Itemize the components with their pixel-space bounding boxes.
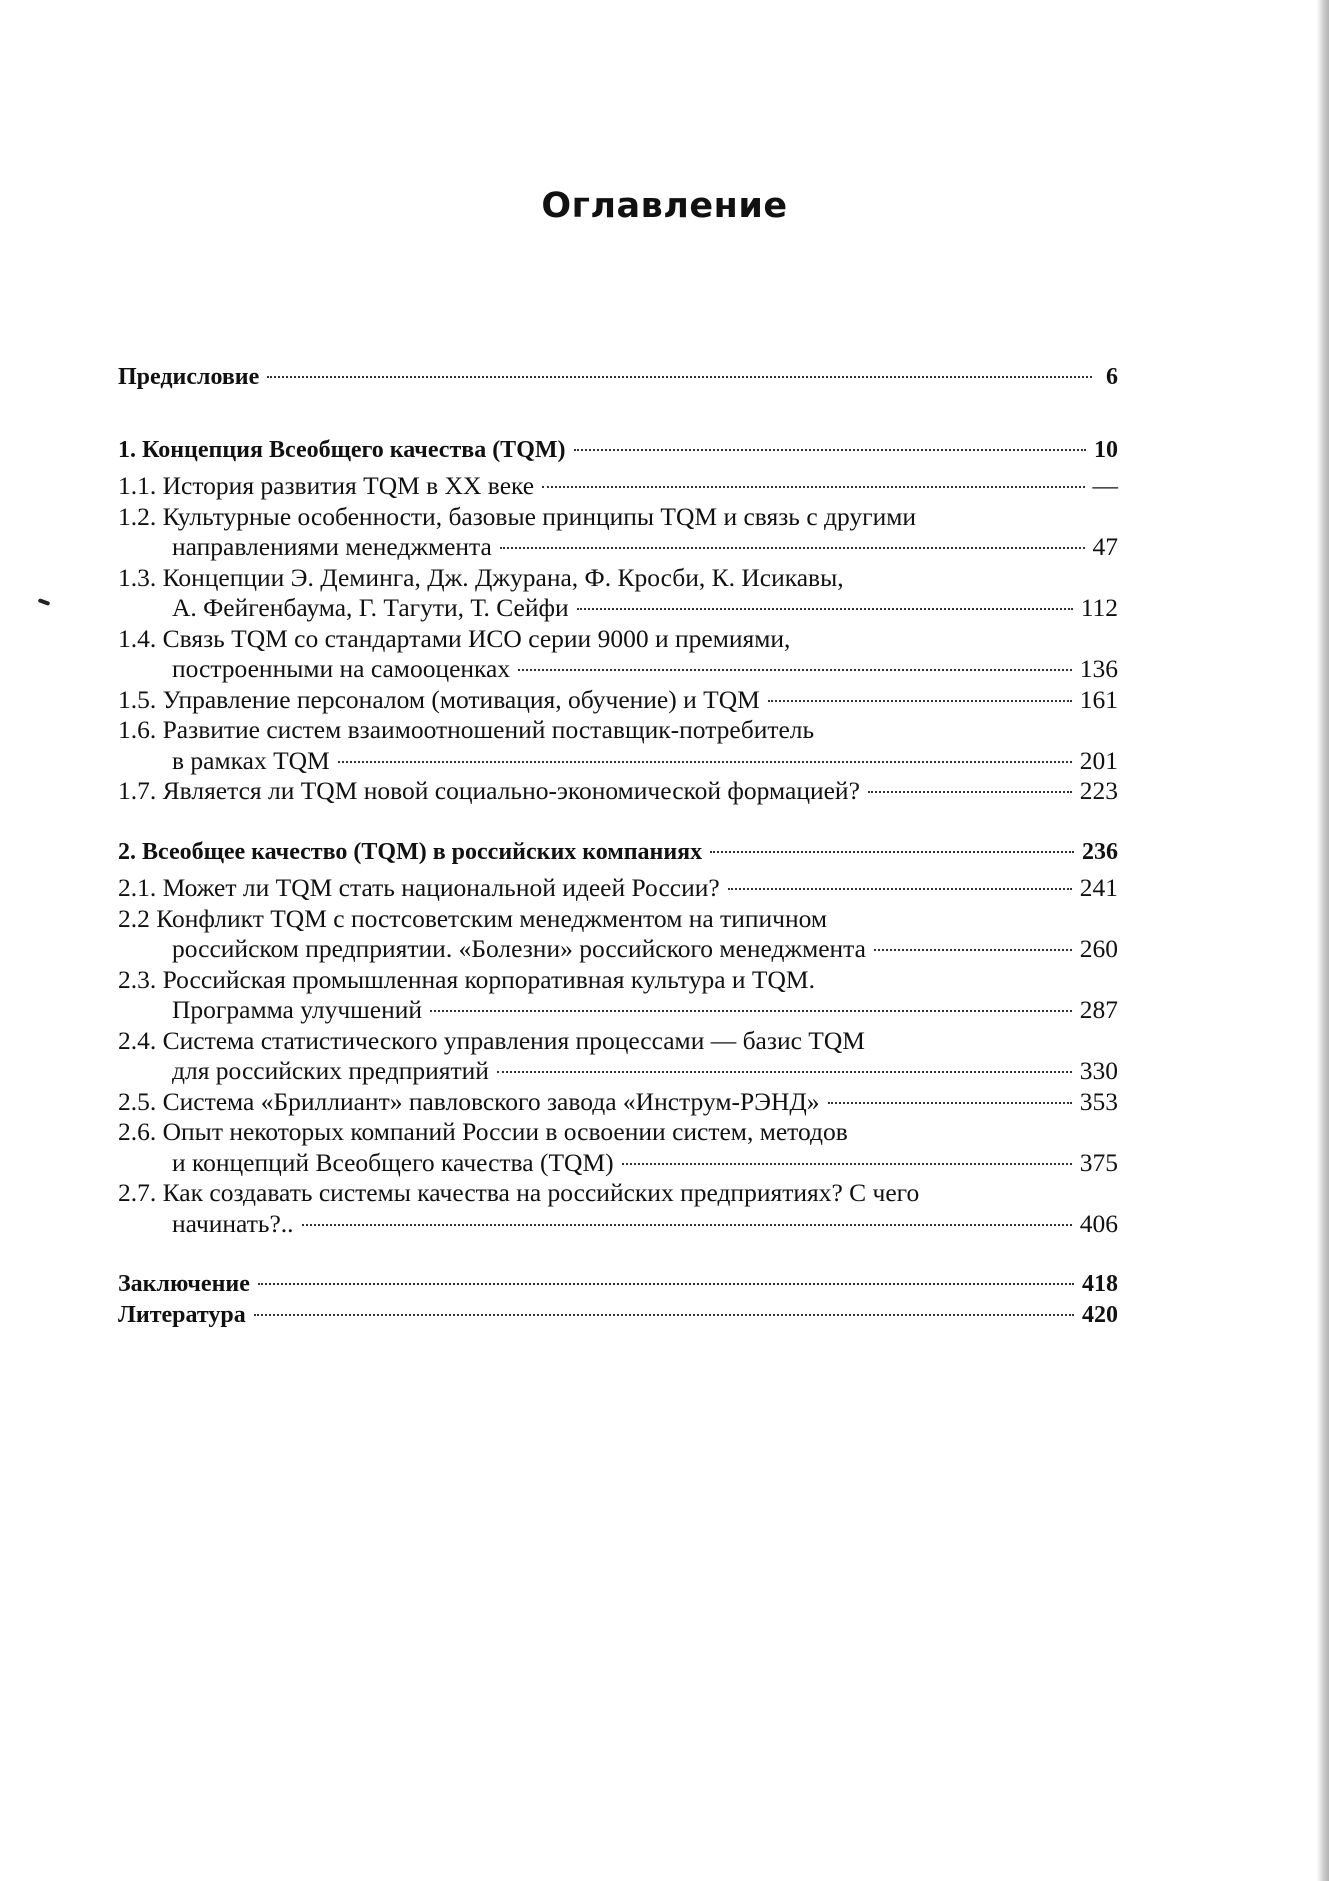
toc-entry-label: Предисловие <box>118 364 260 390</box>
toc-entry-1-2-cont[interactable] <box>118 532 1118 563</box>
toc-entry-label: 2.5. Система «Бриллиант» павловского завода «Инструм-РЭНД» <box>118 1086 820 1116</box>
toc-entry-label: 1.3. Концепции Э. Деминга, Дж. Джурана, Ф. Кросби, К. Исикавы, <box>118 562 844 592</box>
toc-entry-1-6-cont[interactable] <box>118 746 1118 777</box>
dot-leader <box>728 888 1072 890</box>
toc-page-number: 353 <box>1079 1086 1118 1116</box>
toc-entry-1-4[interactable] <box>118 624 1118 655</box>
toc-entry-1-1[interactable] <box>118 471 1118 502</box>
toc-entry-2-3-cont[interactable] <box>118 995 1118 1026</box>
toc-entry-label: 2.6. Опыт некоторых компаний России в освоении систем, методов <box>118 1117 848 1146</box>
toc-entry-label: в рамках TQM <box>172 745 330 775</box>
toc-entry-label: 2.7. Как создавать системы качества на российских предприятиях? С чего <box>118 1178 920 1207</box>
toc-entry-label: 2.2 Конфликт TQM с постсоветским менеджментом на типичном <box>118 903 828 933</box>
scan-mark <box>38 598 51 606</box>
dot-leader <box>874 949 1072 951</box>
toc-entry-label: Программа улучшений <box>172 995 423 1024</box>
toc-entry-label: 2.1. Может ли TQM стать национальной идеей России? <box>118 873 720 902</box>
toc-page-number: 136 <box>1079 654 1118 683</box>
toc-entry-2-2-cont[interactable] <box>118 934 1118 965</box>
dot-leader <box>497 1071 1072 1073</box>
toc-entry-1-4-cont[interactable] <box>118 654 1118 685</box>
toc-entry-1-3-cont[interactable] <box>118 593 1118 624</box>
toc-entry-1-5[interactable] <box>118 685 1118 716</box>
dot-leader <box>710 851 1074 853</box>
toc-entry-label: 1.1. История развития TQM в XX веке <box>118 471 535 500</box>
toc-page-number: — <box>1092 471 1118 500</box>
dot-leader <box>518 669 1072 671</box>
toc-entry-2-7[interactable] <box>118 1178 1118 1209</box>
toc-entry-label: Литература <box>118 1301 246 1328</box>
toc-entry-2-6[interactable] <box>118 1117 1118 1148</box>
toc-entry-1-6[interactable] <box>118 715 1118 746</box>
page-title: Оглавление <box>541 186 788 226</box>
toc-page-number: 330 <box>1079 1056 1118 1085</box>
dot-leader <box>574 449 1086 451</box>
dot-leader <box>500 547 1085 549</box>
toc-entry-label: Заключение <box>118 1271 250 1297</box>
toc-entry-label: 1.7. Является ли TQM новой социально-экономической формацией? <box>118 776 860 805</box>
toc-page-number: 10 <box>1094 436 1118 463</box>
toc-entry-2-2[interactable] <box>118 904 1118 935</box>
toc-page-number: 241 <box>1079 873 1118 902</box>
toc-entry-preface[interactable] <box>118 362 1118 393</box>
dot-leader <box>258 1283 1074 1285</box>
toc-entry-label: направлениями менеджмента <box>172 532 492 561</box>
toc-entry-label: 2. Всеобщее качество (TQM) в российских компаниях <box>118 838 703 865</box>
toc-entry-2-1[interactable] <box>118 873 1118 904</box>
dot-leader <box>768 700 1072 702</box>
toc-entry-label: 2.3. Российская промышленная корпоративная культура и TQM. <box>118 964 815 994</box>
table-of-contents <box>118 362 1118 1330</box>
dot-leader <box>622 1163 1072 1165</box>
toc-entry-chapter-2[interactable] <box>118 837 1118 868</box>
toc-page-number: 418 <box>1082 1271 1118 1297</box>
toc-page-number: 201 <box>1079 745 1118 775</box>
toc-page-number: 260 <box>1079 934 1118 963</box>
book-spine-shadow <box>1317 0 1329 1881</box>
dot-leader <box>430 1010 1072 1012</box>
toc-entry-1-2[interactable] <box>118 502 1118 533</box>
toc-entry-label: российском предприятии. «Болезни» российского менеджмента <box>172 934 866 963</box>
toc-entry-chapter-1[interactable] <box>118 435 1118 466</box>
toc-entry-2-3[interactable] <box>118 965 1118 996</box>
toc-entry-label: начинать?.. <box>172 1208 294 1238</box>
toc-page-number: 47 <box>1092 532 1118 561</box>
toc-entry-label: 1.5. Управление персоналом (мотивация, обучение) и TQM <box>118 684 760 714</box>
toc-entry-literature[interactable] <box>118 1300 1118 1331</box>
toc-entry-label: 1.4. Связь TQM со стандартами ИСО серии 9000 и премиями, <box>118 623 791 653</box>
toc-page-number: 375 <box>1079 1147 1118 1177</box>
toc-entry-2-4-cont[interactable] <box>118 1056 1118 1087</box>
dot-leader <box>267 376 1092 378</box>
toc-page-number: 420 <box>1082 1301 1118 1328</box>
toc-entry-label: 2.4. Система статистического управления процессами — базис TQM <box>118 1025 865 1055</box>
toc-page-number: 406 <box>1079 1208 1118 1238</box>
toc-entry-label: А. Фейгенбаума, Г. Тагути, Т. Сейфи <box>172 593 569 622</box>
toc-entry-label: и концепций Всеобщего качества (TQM) <box>172 1147 614 1177</box>
toc-entry-2-6-cont[interactable] <box>118 1148 1118 1179</box>
toc-page-number: 161 <box>1079 684 1118 714</box>
toc-entry-1-7[interactable] <box>118 776 1118 807</box>
toc-entry-1-3[interactable] <box>118 563 1118 594</box>
toc-page-number: 6 <box>1106 364 1118 390</box>
dot-leader <box>302 1224 1072 1226</box>
dot-leader <box>828 1102 1072 1104</box>
toc-entry-label: 1. Концепция Всеобщего качества (TQM) <box>118 436 566 463</box>
dot-leader <box>542 486 1084 488</box>
toc-entry-label: для российских предприятий <box>172 1056 489 1085</box>
dot-leader <box>577 608 1073 610</box>
toc-entry-2-4[interactable] <box>118 1026 1118 1057</box>
toc-entry-label: 1.2. Культурные особенности, базовые принципы TQM и связь с другими <box>118 501 917 531</box>
toc-entry-label: 1.6. Развитие систем взаимоотношений поставщик-потребитель <box>118 715 815 744</box>
toc-page-number: 112 <box>1080 593 1118 622</box>
toc-entry-label: построенными на самооценках <box>172 654 511 683</box>
toc-page-number: 236 <box>1082 838 1118 865</box>
dot-leader <box>338 761 1072 763</box>
toc-entry-conclusion[interactable] <box>118 1269 1118 1300</box>
toc-entry-2-5[interactable] <box>118 1087 1118 1118</box>
dot-leader <box>254 1314 1074 1316</box>
toc-entry-2-7-cont[interactable] <box>118 1209 1118 1240</box>
toc-page-number: 287 <box>1079 995 1118 1024</box>
dot-leader <box>868 791 1072 793</box>
toc-page-number: 223 <box>1079 776 1118 805</box>
